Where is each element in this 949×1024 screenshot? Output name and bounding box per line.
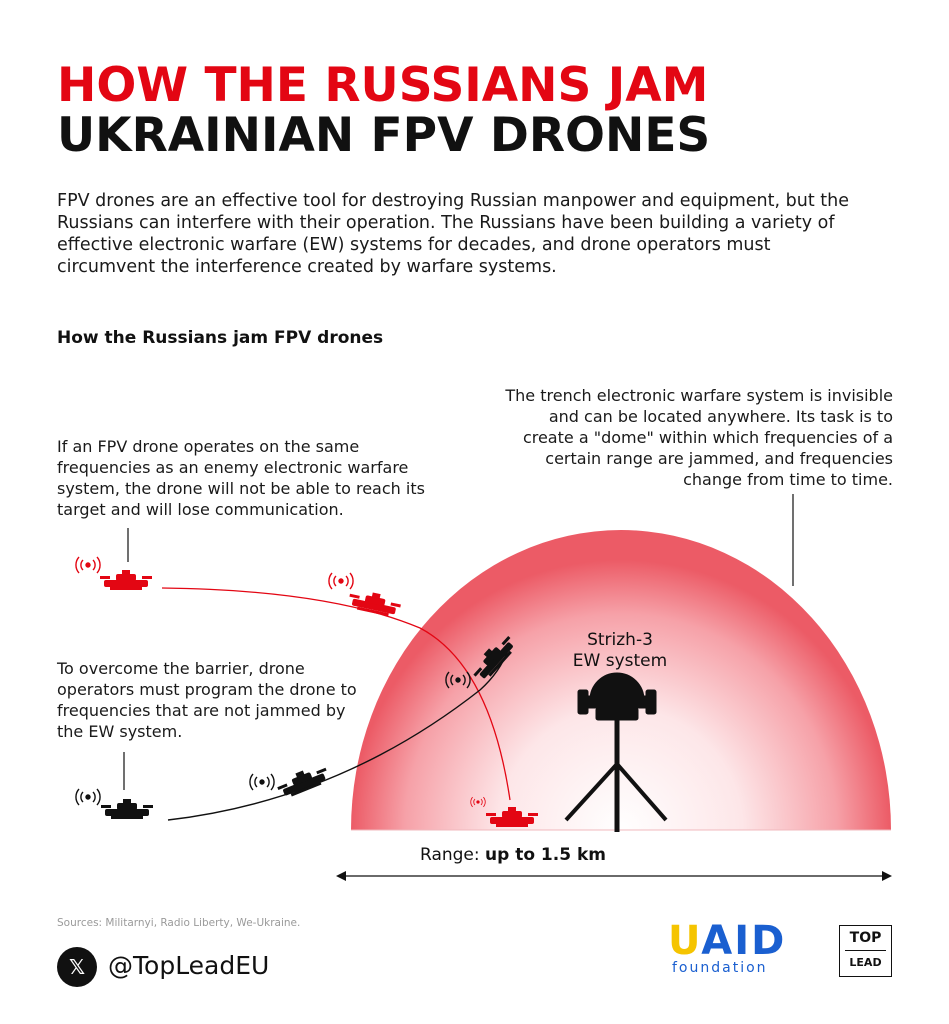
- ew-system-name: Strizh-3: [587, 630, 653, 650]
- range-arrow: [336, 871, 892, 881]
- title-line-2: UKRAINIAN FPV DRONES: [57, 108, 711, 163]
- range-value: up to 1.5 km: [485, 845, 606, 865]
- note-overcome: To overcome the barrier, drone operators must program the drone to frequencies that are not jammed by the EW system.: [57, 659, 357, 741]
- note-dome: The trench electronic warfare system is invisible and can be located anywhere. Its task is to create a "dome" within which frequencies of a certain range are jammed, and frequencies change from time to time.: [505, 386, 893, 489]
- uaid-foundation-logo: [668, 920, 808, 976]
- black-signal-icon: [250, 774, 274, 790]
- red-drone-icon: [347, 588, 402, 618]
- red-drone-icon: [100, 570, 152, 590]
- social-handle: @TopLeadEU: [108, 951, 270, 980]
- x-logo-icon: 𝕏: [57, 947, 97, 987]
- toplead-top: TOP: [845, 926, 886, 951]
- uaid-sub: foundation: [672, 960, 768, 976]
- sources-note: Sources: Militarnyi, Radio Liberty, We-Ukraine.: [57, 917, 301, 929]
- range-label-text: Range:: [420, 845, 480, 865]
- toplead-logo: [839, 925, 892, 977]
- range-label: [420, 845, 840, 865]
- section-heading: How the Russians jam FPV drones: [57, 328, 384, 348]
- red-signal-icon: [76, 557, 100, 573]
- uaid-rest: AID: [701, 918, 787, 964]
- note-jamming: If an FPV drone operates on the same frequencies as an enemy electronic warfare system, the drone will not be able to reach its target and will lose communication.: [57, 437, 425, 519]
- title-line-1: HOW THE RUSSIANS JAM: [57, 58, 709, 113]
- red-signal-icon: [329, 573, 353, 589]
- black-signal-icon: [76, 789, 100, 805]
- uaid-u: U: [668, 918, 702, 964]
- black-drone-icon: [101, 799, 153, 819]
- intro-paragraph: FPV drones are an effective tool for destroying Russian manpower and equipment, but the Russians can interfere with their operation. The Russians have been building a variety of effective electronic warfare (EW) systems for decades, and drone operators must circumvent the interference created by warfare systems.: [57, 191, 849, 277]
- toplead-lead: LEAD: [849, 956, 882, 969]
- ew-system-type: EW system: [572, 651, 668, 671]
- ew-system-label: [540, 630, 700, 672]
